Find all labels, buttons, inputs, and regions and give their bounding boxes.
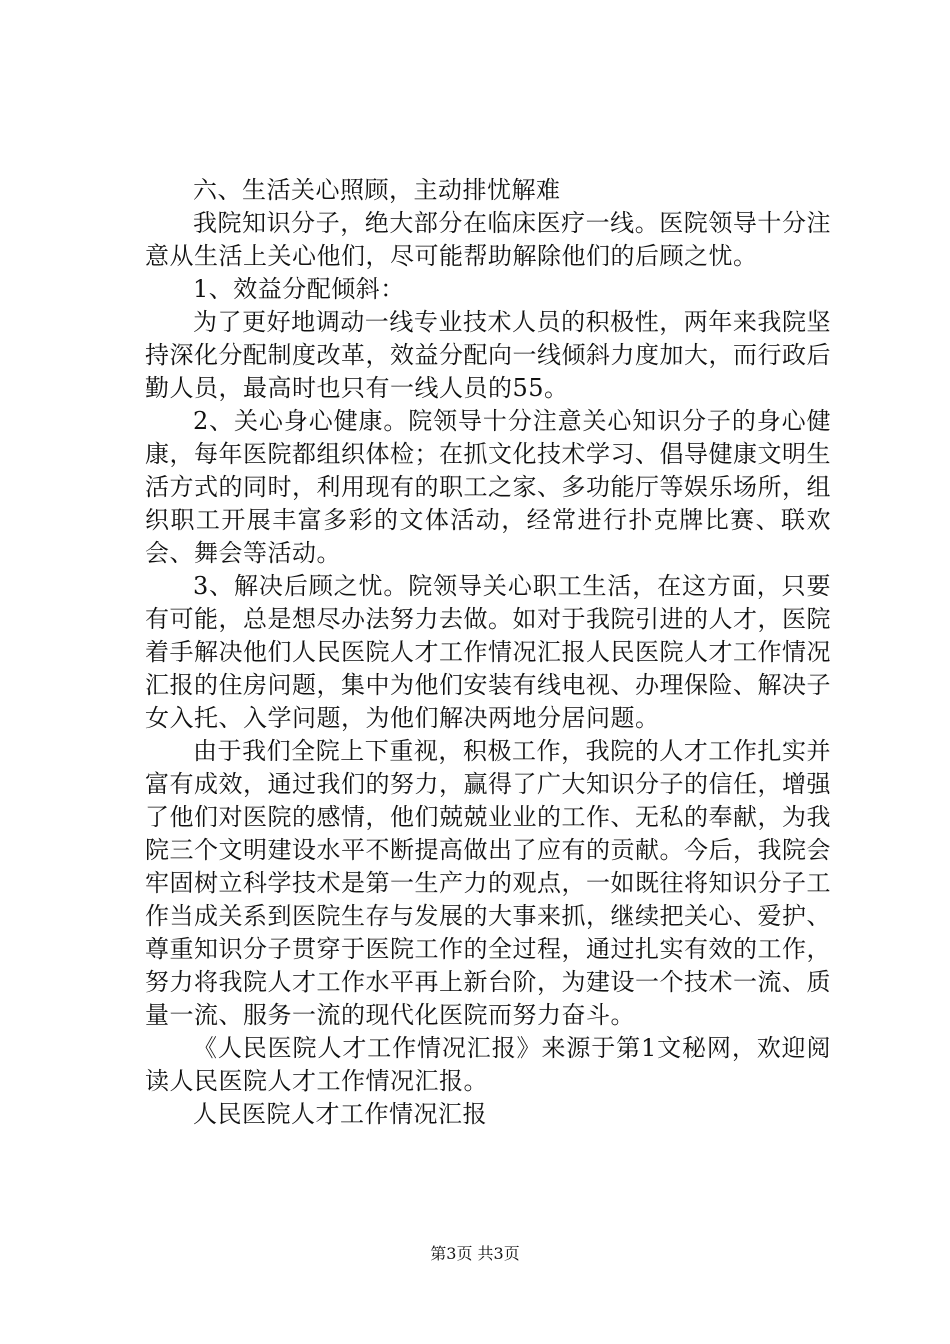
document-body <box>145 174 831 1131</box>
item-heading-1: 1、效益分配倾斜： <box>193 275 405 303</box>
closing-title: 人民医院人才工作情况汇报 <box>193 1100 487 1128</box>
section-heading: 六、生活关心照顾，主动排忧解难 <box>193 176 561 204</box>
paragraph-conclusion: 由于我们全院上下重视，积极工作，我院的人才工作扎实并富有成效，通过我们的努力，赢得了广大知识分子的信任，增强了他们对医院的感情，他们兢兢业业的工作、无私的奉献，为我院三个文明建设水平不断提高做出了应有的贡献。今后，我院会牢固树立科学技术是第一生产力的观点，一如既往将知识分子工作当成关系到医院生存与发展的大事来抓，继续把关心、爱护、尊重知识分子贯穿于医院工作的全过程，通过扎实有效的工作，努力将我院人才工作水平再上新台阶，为建设一个技术一流、质量一流、服务一流的现代化医院而努力奋斗。 <box>145 737 831 1029</box>
paragraph-source: 《人民医院人才工作情况汇报》来源于第1文秘网，欢迎阅读人民医院人才工作情况汇报。 <box>145 1034 831 1095</box>
paragraph-intro: 我院知识分子，绝大部分在临床医疗一线。医院领导十分注意从生活上关心他们，尽可能帮助解除他们的后顾之忧。 <box>145 209 831 270</box>
page-footer: 第3页 共3页 <box>430 1244 520 1263</box>
paragraph-health: 2、关心身心健康。院领导十分注意关心知识分子的身心健康，每年医院都组织体检；在抓文化技术学习、倡导健康文明生活方式的同时，利用现有的职工之家、多功能厅等娱乐场所，组织职工开展丰富多彩的文体活动，经常进行扑克牌比赛、联欢会、舞会等活动。 <box>145 407 831 567</box>
paragraph-distribution: 为了更好地调动一线专业技术人员的积极性，两年来我院坚持深化分配制度改革，效益分配向一线倾斜力度加大，而行政后勤人员，最高时也只有一线人员的55。 <box>145 308 831 402</box>
paragraph-worries: 3、解决后顾之忧。院领导关心职工生活，在这方面，只要有可能，总是想尽办法努力去做。如对于我院引进的人才，医院着手解决他们人民医院人才工作情况汇报人民医院人才工作情况汇报的住房问题，集中为他们安装有线电视、办理保险、解决子女入托、入学问题，为他们解决两地分居问题。 <box>145 572 831 732</box>
